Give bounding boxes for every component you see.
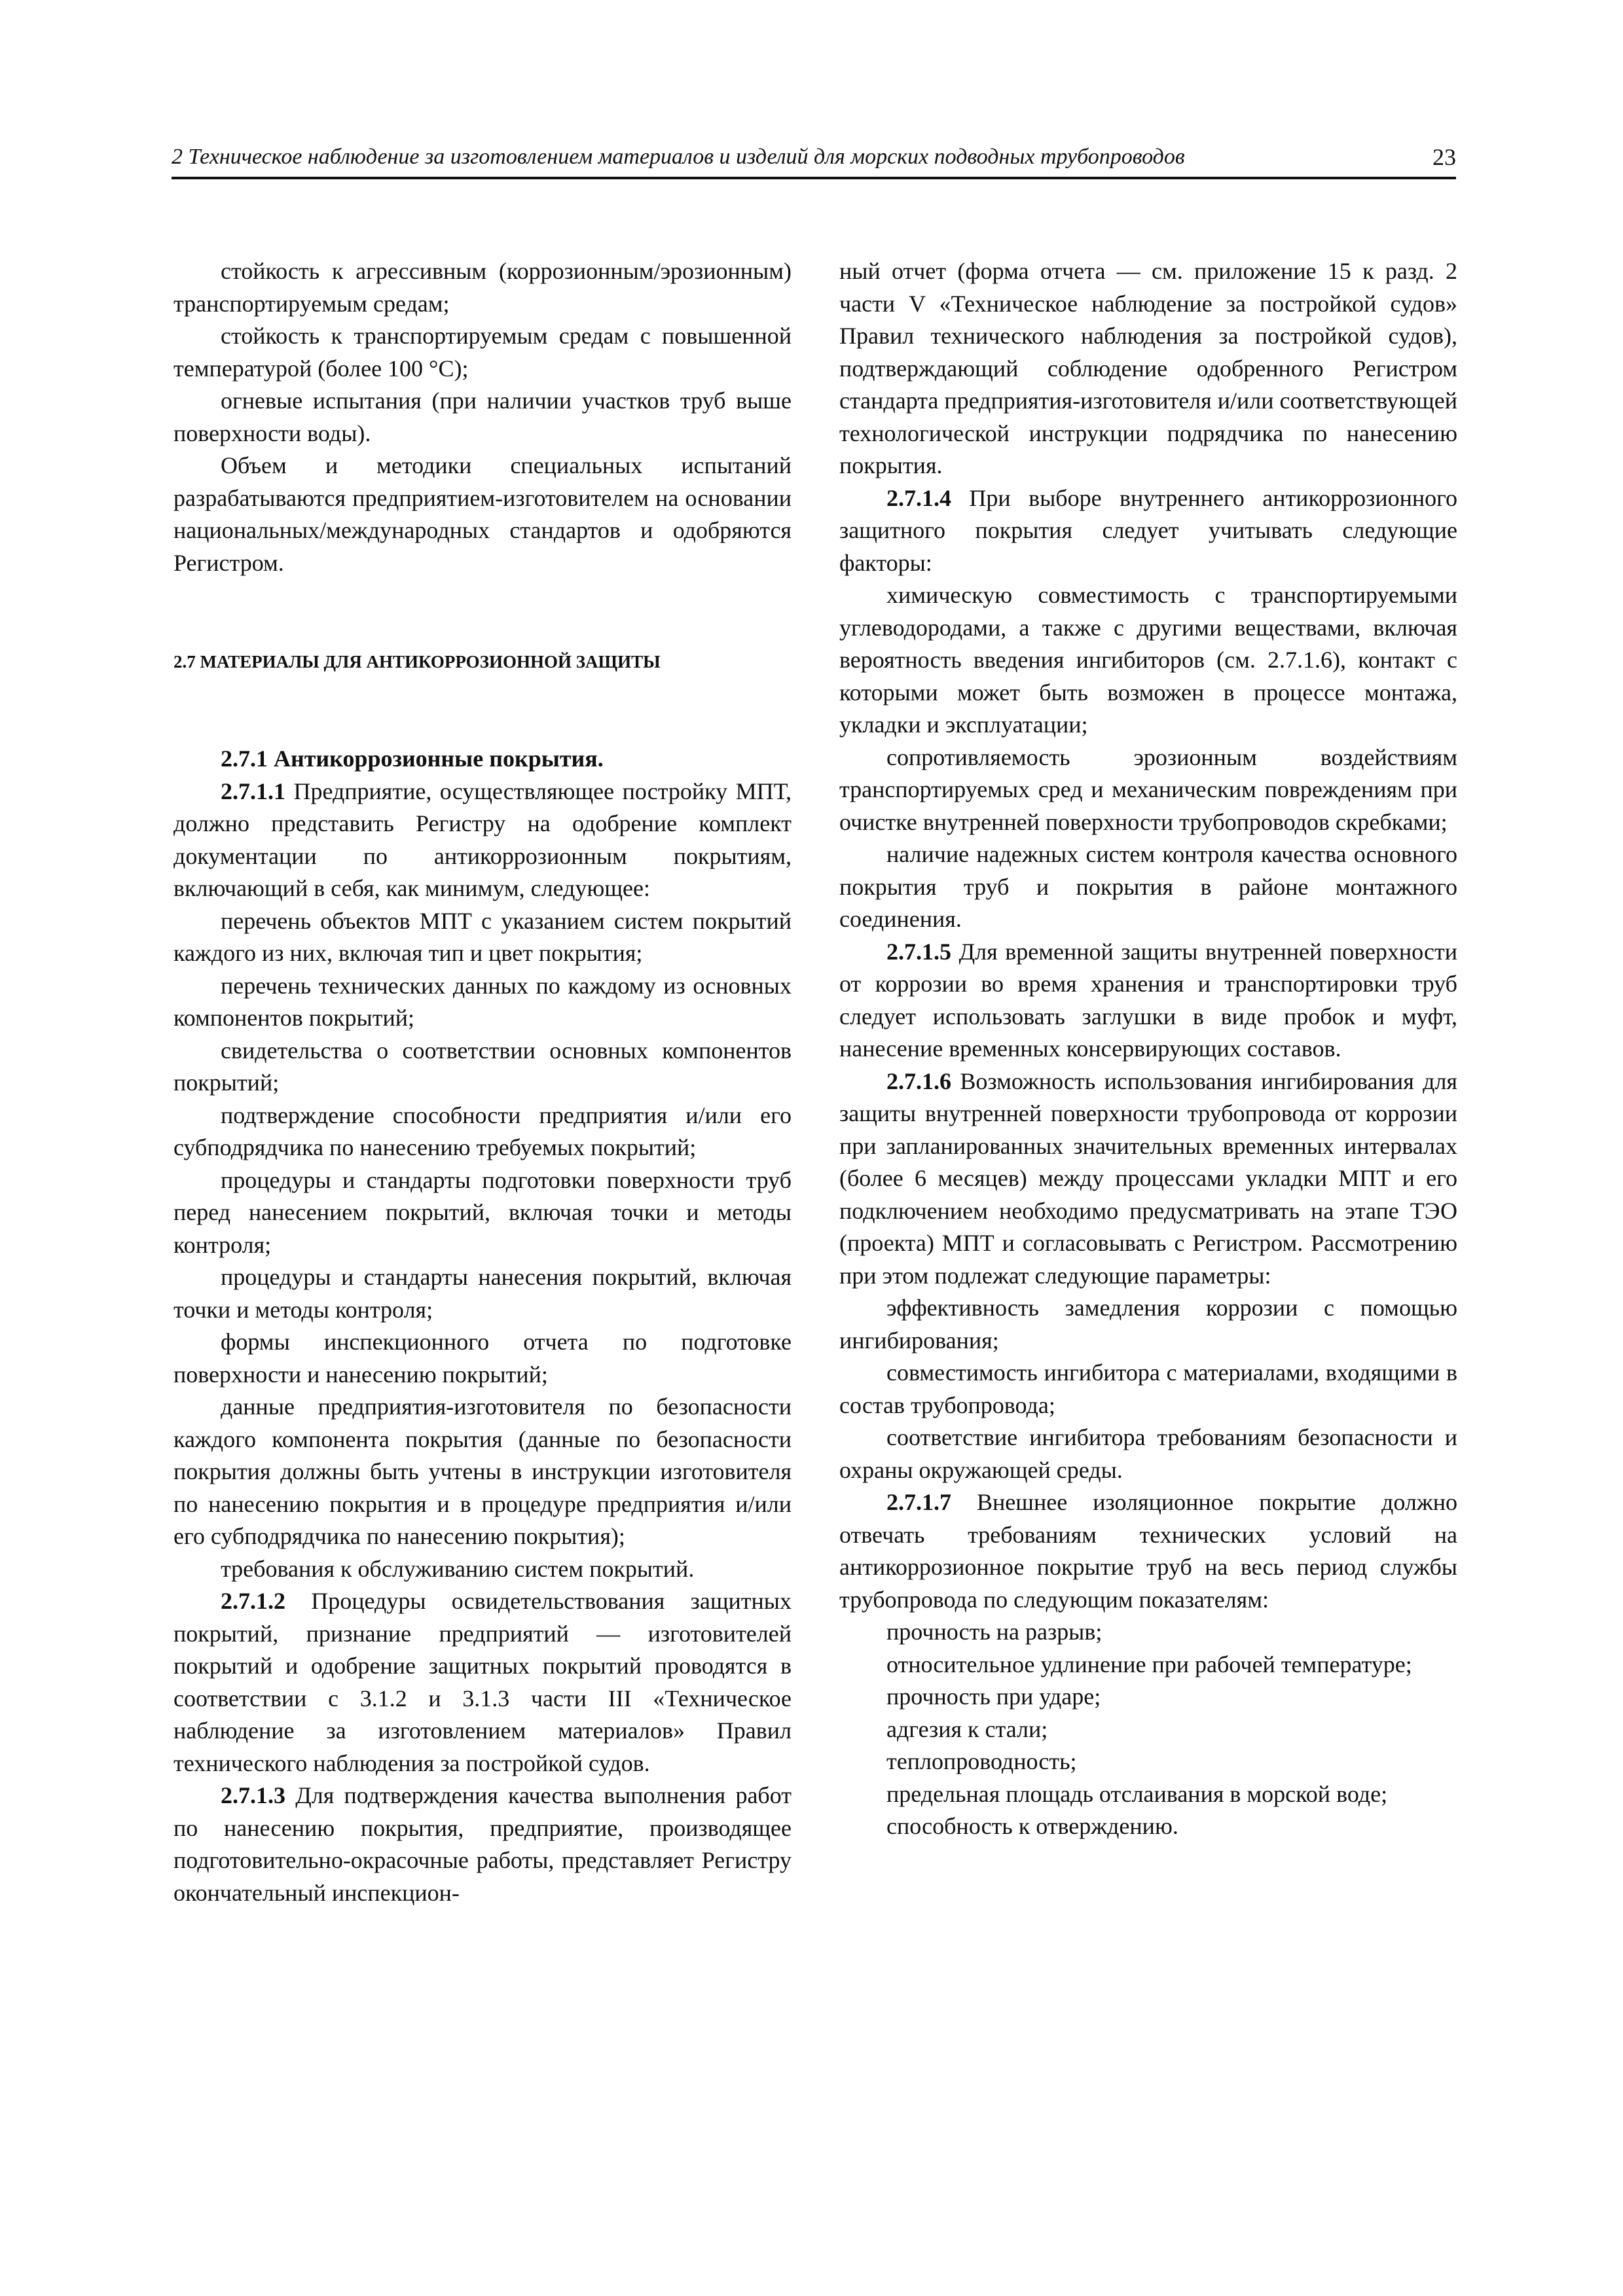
list-item: соответствие ингибитора требованиям безопасности и охраны окружающей среды. [839,1424,1457,1483]
clause-number: 2.7.1.7 [886,1489,951,1515]
left-column [173,255,792,1909]
numbered-paragraph [173,1780,792,1909]
list-item: адгезия к стали; [886,1715,1048,1742]
clause-text: Для подтверждения качества выполнения работ по нанесению покрытия, предприятие, производящее подготовительно-окрасочные работы, представляет Регистру окончательный инспекцион- [173,1782,792,1906]
list-item: относительное удлинение при рабочей температуре; [886,1651,1412,1677]
right-column [839,255,1457,1843]
clause-number: 2.7.1.1 [221,778,285,804]
list-item: теплопроводность; [886,1748,1077,1774]
list-item: совместимость ингибитора с материалами, входящими в состав трубопровода; [839,1359,1457,1418]
list-item: подтверждение способности предприятия и/или его субподрядчика по нанесению требуемых покрытий; [173,1102,792,1160]
paragraph: Объем и методики специальных испытаний разрабатываются предприятием-изготовителем на основании национальных/международных стандартов и одобряются Регистром. [173,452,792,576]
clause-text: При выборе внутреннего антикоррозионного защитного покрытия следует учитывать следующие факторы: [839,484,1457,576]
paragraph: ный отчет (форма отчета — см. приложение 15 к разд. 2 части V «Техническое наблюдение за постройкой судов» Правил технического наблюдения за постройкой судов), подтверждающий соблюдение одобренного Регистром стандарта предприятия-изготовителя и/или соответствующей технологической инструкции подрядчика по нанесению покрытия. [839,258,1457,478]
clause-number: 2.7.1.3 [221,1782,285,1808]
numbered-paragraph [839,936,1457,1066]
list-item: эффективность замедления коррозии с помощью ингибирования; [839,1295,1457,1354]
list-item: процедуры и стандарты подготовки поверхности труб перед нанесением покрытий, включая точки и методы контроля; [173,1166,792,1258]
list-item: формы инспекционного отчета по подготовке поверхности и нанесению покрытий; [173,1329,792,1388]
running-header [172,143,1456,179]
clause-number: 2.7.1.4 [886,484,951,511]
list-item: свидетельства о соответствии основных компонентов покрытий; [173,1037,792,1096]
numbered-paragraph [839,1066,1457,1293]
clause-number: 2.7.1.6 [886,1067,951,1094]
list-item: перечень технических данных по каждому из основных компонентов покрытий; [173,972,792,1031]
list-item: требования к обслуживанию систем покрытий. [221,1555,695,1582]
paragraph: стойкость к транспортируемым средам с повышенной температурой (более 100 °C); [173,323,792,382]
list-item: предельная площадь отслаивания в морской воде; [886,1780,1388,1807]
clause-text: Предприятие, осуществляющее постройку МПТ, должно представить Регистру на одобрение комплект документации по антикоррозионным покрытиям, включающий в себя, как минимум, следующее: [173,778,792,901]
list-item: прочность на разрыв; [886,1619,1103,1645]
subsection-heading: 2.7.1 Антикоррозионные покрытия. [221,745,604,772]
list-item: прочность при ударе; [886,1683,1101,1710]
list-item: процедуры и стандарты нанесения покрытий, включая точки и методы контроля; [173,1264,792,1323]
numbered-paragraph [839,1486,1457,1616]
list-item: данные предприятия-изготовителя по безопасности каждого компонента покрытия (данные по безопасности покрытия должны быть учтены в инструкции изготовителя по нанесению покрытия и в процедуре предприятия и/или его субподрядчика по нанесению покрытия); [173,1393,792,1549]
numbered-paragraph [173,1585,792,1780]
clause-text: Процедуры освидетельствования защитных покрытий, признание предприятий — изготовителей покрытий и одобрение защитных покрытий проводятся в соответствии с 3.1.2 и 3.1.3 части III «Техническое наблюдение за изготовлением материалов» Правил технического наблюдения за постройкой судов. [173,1588,792,1776]
clause-number: 2.7.1.5 [886,938,951,965]
clause-text: Возможность использования ингибирования для защиты внутренней поверхности трубопровода от коррозии при запланированных значительных временных интервалах (более 6 месяцев) между процессами укладки МПТ и его подключением необходимо предусматривать на этапе ТЭО (проекта) МПТ и согласовывать с Регистром. Рассмотрению при этом подлежат следующие параметры: [839,1067,1457,1289]
numbered-paragraph [839,482,1457,580]
list-item: химическую совместимость с транспортируемыми углеводородами, а также с другими веществами, включая вероятность введения ингибиторов (см. 2.7.1.6), контакт с которыми может быть возможен в процессе монтажа, укладки и эксплуатации; [839,582,1457,738]
clause-text: Внешнее изоляционное покрытие должно отвечать требованиям технических условий на антикоррозионное покрытие труб на весь период службы трубопровода по следующим показателям: [839,1489,1457,1613]
clause-number: 2.7.1.2 [221,1588,285,1614]
paragraph: стойкость к агрессивным (коррозионным/эрозионным) транспортируемым средам; [173,258,792,317]
paragraph: огневые испытания (при наличии участков труб выше поверхности воды). [173,387,792,446]
list-item: сопротивляемость эрозионным воздействиям транспортируемых сред и механическим повреждениям при очистке внутренней поверхности трубопроводов скребками; [839,744,1457,835]
section-heading: 2.7 МАТЕРИАЛЫ ДЛЯ АНТИКОРРОЗИОННОЙ ЗАЩИТЫ [173,652,661,672]
list-item: наличие надежных систем контроля качества основного покрытия труб и покрытия в районе монтажного соединения. [839,841,1457,932]
header-title: 2 Техническое наблюдение за изготовлением материалов и изделий для морских подводных трубопроводов [172,145,1185,169]
list-item: перечень объектов МПТ с указанием систем покрытий каждого из них, включая тип и цвет покрытия; [173,907,792,966]
numbered-paragraph [173,776,792,905]
clause-text: Для временной защиты внутренней поверхности от коррозии во время хранения и транспортировки труб следует использовать заглушки в виде пробок и муфт, нанесение временных консервирующих составов. [839,938,1457,1062]
page-number: 23 [1432,144,1456,170]
list-item: способность к отверждению. [886,1813,1178,1839]
